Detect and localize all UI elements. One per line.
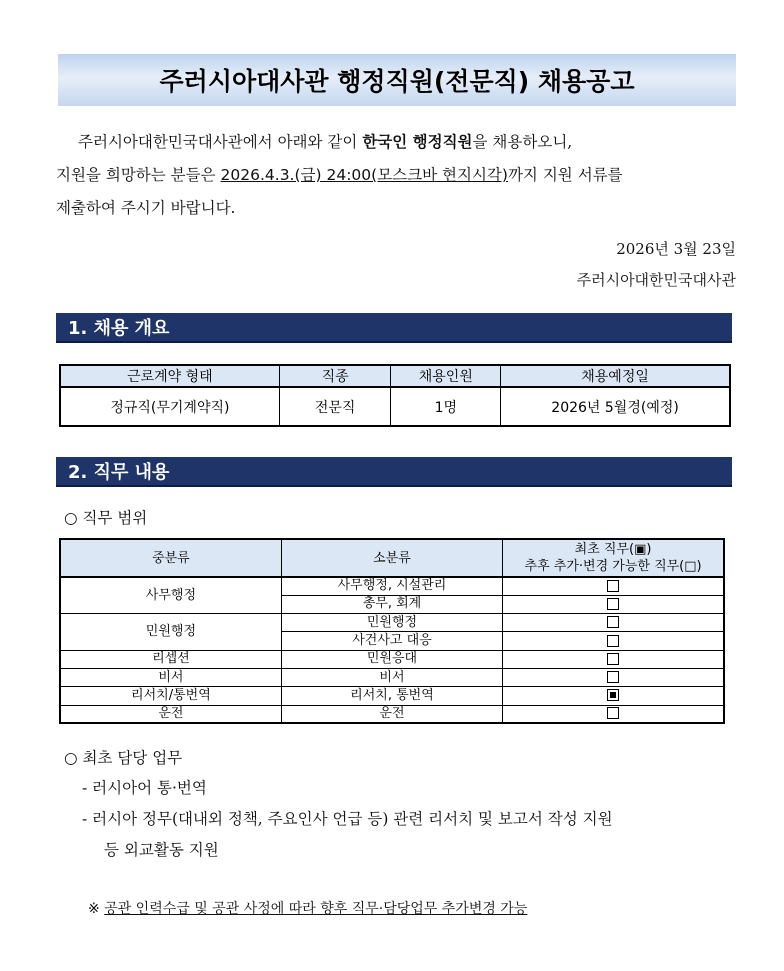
checkbox-icon	[607, 671, 619, 683]
section-heading-duties: 2. 직무 내용	[56, 457, 732, 487]
intro-highlight: 한국인 행정직원	[362, 133, 473, 151]
checkbox-icon	[607, 598, 619, 610]
checkbox-icon	[607, 616, 619, 628]
job-scope-table	[59, 538, 725, 724]
duty-item: - 러시아어 통·번역	[82, 779, 207, 797]
header-future-job: 추후 추가·변경 가능한 직무(□)	[524, 559, 702, 574]
main-category: 사무행정	[60, 577, 281, 614]
overview-data-row	[60, 387, 730, 426]
table-row	[60, 668, 724, 686]
sub-category: 운전	[281, 705, 502, 723]
overview-header-row	[60, 365, 730, 387]
job-checkbox-cell	[503, 687, 724, 705]
cell-headcount: 1명	[391, 387, 501, 426]
sub-category: 사무행정, 시설관리	[281, 577, 502, 595]
scope-header-row	[60, 539, 724, 577]
duty-item-continued: 등 외교활동 지원	[104, 841, 219, 859]
header-headcount: 채용인원	[391, 365, 501, 387]
intro-line1-suffix: 을 채용하오니,	[472, 133, 573, 151]
intro-paragraph	[56, 126, 736, 225]
main-category: 운전	[60, 705, 281, 723]
sub-category: 민원응대	[281, 650, 502, 668]
checkbox-icon	[607, 707, 619, 719]
header-initial-job: 최초 직무(▣)	[574, 542, 652, 557]
reference-mark: ※	[88, 901, 100, 917]
job-checkbox-cell	[503, 668, 724, 686]
main-category: 리셉션	[60, 650, 281, 668]
sub-category: 비서	[281, 668, 502, 686]
main-category: 민원행정	[60, 614, 281, 651]
header-sub-category: 소분류	[281, 539, 502, 577]
main-category: 리서치/통번역	[60, 687, 281, 705]
scope-heading: ○ 직무 범위	[64, 509, 148, 527]
header-contract-type: 근로계약 형태	[60, 365, 279, 387]
job-checkbox-cell	[503, 614, 724, 632]
table-row	[60, 687, 724, 705]
checkbox-icon	[607, 635, 619, 647]
sub-category: 민원행정	[281, 614, 502, 632]
duties-heading: ○ 최초 담당 업무	[64, 749, 183, 767]
sub-category: 리서치, 통번역	[281, 687, 502, 705]
table-row	[60, 614, 724, 632]
issuer: 주러시아대한민국대사관	[576, 271, 736, 289]
overview-table	[59, 364, 731, 427]
table-row	[60, 705, 724, 723]
footnote	[88, 898, 527, 918]
job-checkbox-cell	[503, 705, 724, 723]
footnote-text: 공관 인력수급 및 공관 사정에 따라 향후 직무·담당업무 추가변경 가능	[104, 901, 528, 917]
main-category: 비서	[60, 668, 281, 686]
header-job-status	[503, 539, 724, 577]
duty-item: - 러시아 정무(대내외 정책, 주요인사 언급 등) 관련 리서치 및 보고서 작성 지원	[82, 810, 613, 828]
page-title: 주러시아대사관 행정직원(전문직) 채용공고	[58, 54, 736, 106]
section-heading-overview: 1. 채용 개요	[56, 313, 732, 343]
cell-start-date: 2026년 5월경(예정)	[501, 387, 730, 426]
intro-line2-suffix: 까지 지원 서류를	[507, 166, 623, 184]
job-checkbox-cell	[503, 632, 724, 650]
intro-line3: 제출하여 주시기 바랍니다.	[56, 199, 236, 217]
intro-line2-prefix: 지원을 희망하는 분들은	[56, 166, 216, 184]
announcement-date: 2026년 3월 23일	[616, 240, 736, 258]
duty-list	[82, 773, 737, 866]
header-job-type: 직종	[279, 365, 391, 387]
table-row	[60, 577, 724, 595]
table-row	[60, 650, 724, 668]
job-checkbox-cell	[503, 577, 724, 595]
intro-line1-prefix: 주러시아대한민국대사관에서 아래와 같이	[78, 133, 358, 151]
job-checkbox-cell	[503, 650, 724, 668]
deadline: 2026.4.3.(금) 24:00(모스크바 현지시각)	[220, 166, 508, 184]
sub-category: 총무, 회계	[281, 595, 502, 613]
cell-contract-type: 정규직(무기계약직)	[60, 387, 279, 426]
header-start-date: 채용예정일	[501, 365, 730, 387]
sub-category: 사건사고 대응	[281, 632, 502, 650]
checkbox-icon	[607, 653, 619, 665]
header-main-category: 중분류	[60, 539, 281, 577]
job-checkbox-cell	[503, 595, 724, 613]
checked-box-icon	[607, 689, 619, 701]
cell-job-type: 전문직	[279, 387, 391, 426]
checkbox-icon	[607, 580, 619, 592]
